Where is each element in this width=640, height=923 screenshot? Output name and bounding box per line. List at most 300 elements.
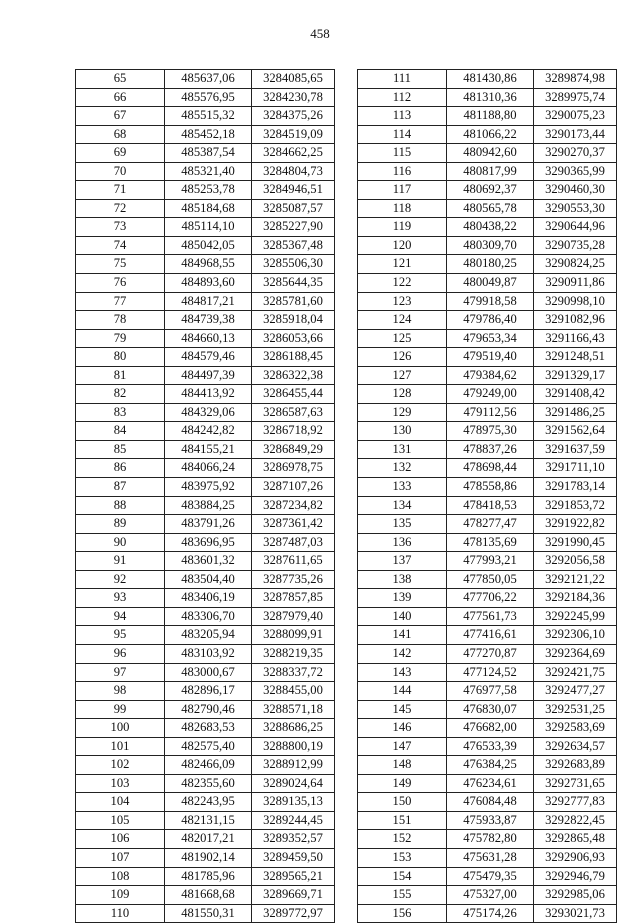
y-coordinate-cell: 3291408,42 xyxy=(534,385,617,404)
x-coordinate-cell: 477993,21 xyxy=(447,552,534,571)
x-coordinate-cell: 477270,87 xyxy=(447,644,534,663)
y-coordinate-cell: 3287979,40 xyxy=(252,607,335,626)
x-coordinate-cell: 483103,92 xyxy=(165,644,252,663)
y-coordinate-cell: 3292583,69 xyxy=(534,719,617,738)
y-coordinate-cell: 3291562,64 xyxy=(534,422,617,441)
x-coordinate-cell: 481310,36 xyxy=(447,88,534,107)
y-coordinate-cell: 3286053,66 xyxy=(252,329,335,348)
y-coordinate-cell: 3284519,09 xyxy=(252,125,335,144)
point-number-cell: 128 xyxy=(358,385,447,404)
table-row xyxy=(76,70,335,89)
x-coordinate-cell: 480942,60 xyxy=(447,144,534,163)
table-row xyxy=(76,274,335,293)
y-coordinate-cell: 3288099,91 xyxy=(252,626,335,645)
point-number-cell: 91 xyxy=(76,552,165,571)
table-row xyxy=(358,366,617,385)
y-coordinate-cell: 3289352,57 xyxy=(252,830,335,849)
coordinates-table-right xyxy=(357,69,617,923)
x-coordinate-cell: 476384,25 xyxy=(447,756,534,775)
point-number-cell: 68 xyxy=(76,125,165,144)
y-coordinate-cell: 3292946,79 xyxy=(534,867,617,886)
point-number-cell: 122 xyxy=(358,274,447,293)
table-row xyxy=(76,255,335,274)
table-row xyxy=(76,719,335,738)
point-number-cell: 156 xyxy=(358,904,447,923)
table-row xyxy=(76,478,335,497)
y-coordinate-cell: 3288912,99 xyxy=(252,756,335,775)
point-number-cell: 67 xyxy=(76,107,165,126)
point-number-cell: 120 xyxy=(358,236,447,255)
x-coordinate-cell: 485184,68 xyxy=(165,199,252,218)
x-coordinate-cell: 482131,15 xyxy=(165,811,252,830)
point-number-cell: 99 xyxy=(76,700,165,719)
x-coordinate-cell: 482355,60 xyxy=(165,774,252,793)
table-row xyxy=(76,107,335,126)
x-coordinate-cell: 477416,61 xyxy=(447,626,534,645)
y-coordinate-cell: 3284085,65 xyxy=(252,70,335,89)
x-coordinate-cell: 483601,32 xyxy=(165,552,252,571)
point-number-cell: 94 xyxy=(76,607,165,626)
y-coordinate-cell: 3284230,78 xyxy=(252,88,335,107)
x-coordinate-cell: 480309,70 xyxy=(447,236,534,255)
y-coordinate-cell: 3292822,45 xyxy=(534,811,617,830)
table-row xyxy=(76,904,335,923)
table-row xyxy=(358,403,617,422)
x-coordinate-cell: 484579,46 xyxy=(165,348,252,367)
y-coordinate-cell: 3286455,44 xyxy=(252,385,335,404)
x-coordinate-cell: 483884,25 xyxy=(165,496,252,515)
table-row xyxy=(358,292,617,311)
point-number-cell: 69 xyxy=(76,144,165,163)
x-coordinate-cell: 476084,48 xyxy=(447,793,534,812)
table-row xyxy=(76,570,335,589)
y-coordinate-cell: 3291990,45 xyxy=(534,533,617,552)
y-coordinate-cell: 3288337,72 xyxy=(252,663,335,682)
y-coordinate-cell: 3286188,45 xyxy=(252,348,335,367)
x-coordinate-cell: 480180,25 xyxy=(447,255,534,274)
x-coordinate-cell: 484660,13 xyxy=(165,329,252,348)
x-coordinate-cell: 480817,99 xyxy=(447,162,534,181)
y-coordinate-cell: 3289459,50 xyxy=(252,848,335,867)
table-row xyxy=(76,459,335,478)
table-row xyxy=(358,236,617,255)
table-row xyxy=(76,700,335,719)
point-number-cell: 152 xyxy=(358,830,447,849)
x-coordinate-cell: 485452,18 xyxy=(165,125,252,144)
point-number-cell: 151 xyxy=(358,811,447,830)
table-row xyxy=(76,162,335,181)
table-row xyxy=(358,552,617,571)
x-coordinate-cell: 481668,68 xyxy=(165,886,252,905)
y-coordinate-cell: 3289244,45 xyxy=(252,811,335,830)
table-row xyxy=(358,644,617,663)
y-coordinate-cell: 3286849,29 xyxy=(252,440,335,459)
y-coordinate-cell: 3292421,75 xyxy=(534,663,617,682)
y-coordinate-cell: 3292906,93 xyxy=(534,848,617,867)
x-coordinate-cell: 475782,80 xyxy=(447,830,534,849)
point-number-cell: 117 xyxy=(358,181,447,200)
table-row xyxy=(76,88,335,107)
table-row xyxy=(76,348,335,367)
point-number-cell: 95 xyxy=(76,626,165,645)
table-row xyxy=(358,125,617,144)
y-coordinate-cell: 3292865,48 xyxy=(534,830,617,849)
table-row xyxy=(76,440,335,459)
y-coordinate-cell: 3293021,73 xyxy=(534,904,617,923)
point-number-cell: 102 xyxy=(76,756,165,775)
table-row xyxy=(76,181,335,200)
point-number-cell: 81 xyxy=(76,366,165,385)
table-row xyxy=(358,793,617,812)
table-row xyxy=(76,682,335,701)
x-coordinate-cell: 475479,35 xyxy=(447,867,534,886)
point-number-cell: 109 xyxy=(76,886,165,905)
point-number-cell: 139 xyxy=(358,589,447,608)
point-number-cell: 126 xyxy=(358,348,447,367)
point-number-cell: 100 xyxy=(76,719,165,738)
point-number-cell: 79 xyxy=(76,329,165,348)
y-coordinate-cell: 3292056,58 xyxy=(534,552,617,571)
y-coordinate-cell: 3285644,35 xyxy=(252,274,335,293)
point-number-cell: 106 xyxy=(76,830,165,849)
point-number-cell: 90 xyxy=(76,533,165,552)
y-coordinate-cell: 3284946,51 xyxy=(252,181,335,200)
table-row xyxy=(358,329,617,348)
x-coordinate-cell: 483406,19 xyxy=(165,589,252,608)
point-number-cell: 140 xyxy=(358,607,447,626)
x-coordinate-cell: 476830,07 xyxy=(447,700,534,719)
point-number-cell: 137 xyxy=(358,552,447,571)
table-row xyxy=(76,644,335,663)
point-number-cell: 65 xyxy=(76,70,165,89)
y-coordinate-cell: 3290644,96 xyxy=(534,218,617,237)
table-row xyxy=(76,218,335,237)
point-number-cell: 136 xyxy=(358,533,447,552)
table-row xyxy=(358,311,617,330)
table-row xyxy=(358,570,617,589)
table-row xyxy=(358,459,617,478)
point-number-cell: 129 xyxy=(358,403,447,422)
point-number-cell: 127 xyxy=(358,366,447,385)
point-number-cell: 155 xyxy=(358,886,447,905)
table-row xyxy=(358,107,617,126)
x-coordinate-cell: 480692,37 xyxy=(447,181,534,200)
y-coordinate-cell: 3290824,25 xyxy=(534,255,617,274)
point-number-cell: 133 xyxy=(358,478,447,497)
table-row xyxy=(358,886,617,905)
y-coordinate-cell: 3290553,30 xyxy=(534,199,617,218)
point-number-cell: 121 xyxy=(358,255,447,274)
y-coordinate-cell: 3292683,89 xyxy=(534,756,617,775)
table-row xyxy=(76,626,335,645)
x-coordinate-cell: 483306,70 xyxy=(165,607,252,626)
point-number-cell: 123 xyxy=(358,292,447,311)
point-number-cell: 148 xyxy=(358,756,447,775)
point-number-cell: 125 xyxy=(358,329,447,348)
y-coordinate-cell: 3287234,82 xyxy=(252,496,335,515)
table-row xyxy=(76,236,335,255)
point-number-cell: 143 xyxy=(358,663,447,682)
table-row xyxy=(358,848,617,867)
y-coordinate-cell: 3292364,69 xyxy=(534,644,617,663)
x-coordinate-cell: 485114,10 xyxy=(165,218,252,237)
point-number-cell: 132 xyxy=(358,459,447,478)
y-coordinate-cell: 3292634,57 xyxy=(534,737,617,756)
y-coordinate-cell: 3288571,18 xyxy=(252,700,335,719)
table-row xyxy=(358,515,617,534)
x-coordinate-cell: 483975,92 xyxy=(165,478,252,497)
y-coordinate-cell: 3287611,65 xyxy=(252,552,335,571)
x-coordinate-cell: 481902,14 xyxy=(165,848,252,867)
table-row xyxy=(358,144,617,163)
y-coordinate-cell: 3290735,28 xyxy=(534,236,617,255)
x-coordinate-cell: 481430,86 xyxy=(447,70,534,89)
y-coordinate-cell: 3286322,38 xyxy=(252,366,335,385)
point-number-cell: 96 xyxy=(76,644,165,663)
point-number-cell: 70 xyxy=(76,162,165,181)
y-coordinate-cell: 3291783,14 xyxy=(534,478,617,497)
point-number-cell: 98 xyxy=(76,682,165,701)
table-row xyxy=(76,848,335,867)
table-row xyxy=(358,682,617,701)
table-row xyxy=(358,199,617,218)
y-coordinate-cell: 3289135,13 xyxy=(252,793,335,812)
x-coordinate-cell: 479918,58 xyxy=(447,292,534,311)
point-number-cell: 146 xyxy=(358,719,447,738)
point-number-cell: 76 xyxy=(76,274,165,293)
y-coordinate-cell: 3292477,27 xyxy=(534,682,617,701)
table-row xyxy=(358,533,617,552)
y-coordinate-cell: 3290365,99 xyxy=(534,162,617,181)
x-coordinate-cell: 484817,21 xyxy=(165,292,252,311)
table-row xyxy=(358,737,617,756)
table-row xyxy=(76,663,335,682)
x-coordinate-cell: 484413,92 xyxy=(165,385,252,404)
point-number-cell: 88 xyxy=(76,496,165,515)
table-row xyxy=(76,292,335,311)
point-number-cell: 85 xyxy=(76,440,165,459)
y-coordinate-cell: 3284804,73 xyxy=(252,162,335,181)
x-coordinate-cell: 475631,28 xyxy=(447,848,534,867)
y-coordinate-cell: 3291922,82 xyxy=(534,515,617,534)
point-number-cell: 113 xyxy=(358,107,447,126)
y-coordinate-cell: 3290460,30 xyxy=(534,181,617,200)
x-coordinate-cell: 479384,62 xyxy=(447,366,534,385)
point-number-cell: 141 xyxy=(358,626,447,645)
y-coordinate-cell: 3288219,35 xyxy=(252,644,335,663)
y-coordinate-cell: 3289874,98 xyxy=(534,70,617,89)
table-row xyxy=(76,403,335,422)
y-coordinate-cell: 3284375,26 xyxy=(252,107,335,126)
table-row xyxy=(358,218,617,237)
x-coordinate-cell: 484155,21 xyxy=(165,440,252,459)
table-row xyxy=(358,422,617,441)
x-coordinate-cell: 484968,55 xyxy=(165,255,252,274)
y-coordinate-cell: 3291486,25 xyxy=(534,403,617,422)
point-number-cell: 135 xyxy=(358,515,447,534)
point-number-cell: 104 xyxy=(76,793,165,812)
x-coordinate-cell: 481550,31 xyxy=(165,904,252,923)
table-row xyxy=(358,478,617,497)
point-number-cell: 138 xyxy=(358,570,447,589)
table-row xyxy=(358,867,617,886)
table-row xyxy=(76,774,335,793)
y-coordinate-cell: 3290270,37 xyxy=(534,144,617,163)
table-row xyxy=(358,904,617,923)
table-row xyxy=(358,385,617,404)
table-row xyxy=(358,607,617,626)
point-number-cell: 87 xyxy=(76,478,165,497)
x-coordinate-cell: 476977,58 xyxy=(447,682,534,701)
table-row xyxy=(76,793,335,812)
point-number-cell: 111 xyxy=(358,70,447,89)
x-coordinate-cell: 478698,44 xyxy=(447,459,534,478)
y-coordinate-cell: 3291711,10 xyxy=(534,459,617,478)
y-coordinate-cell: 3287361,42 xyxy=(252,515,335,534)
y-coordinate-cell: 3292531,25 xyxy=(534,700,617,719)
x-coordinate-cell: 479112,56 xyxy=(447,403,534,422)
y-coordinate-cell: 3284662,25 xyxy=(252,144,335,163)
y-coordinate-cell: 3289024,64 xyxy=(252,774,335,793)
table-row xyxy=(76,366,335,385)
x-coordinate-cell: 484739,38 xyxy=(165,311,252,330)
table-row xyxy=(358,719,617,738)
x-coordinate-cell: 475933,87 xyxy=(447,811,534,830)
table-row xyxy=(358,830,617,849)
x-coordinate-cell: 477124,52 xyxy=(447,663,534,682)
y-coordinate-cell: 3292306,10 xyxy=(534,626,617,645)
point-number-cell: 130 xyxy=(358,422,447,441)
x-coordinate-cell: 481188,80 xyxy=(447,107,534,126)
table-row xyxy=(76,496,335,515)
table-row xyxy=(358,774,617,793)
table-row xyxy=(358,88,617,107)
y-coordinate-cell: 3292184,36 xyxy=(534,589,617,608)
x-coordinate-cell: 478277,47 xyxy=(447,515,534,534)
x-coordinate-cell: 484242,82 xyxy=(165,422,252,441)
table-row xyxy=(358,348,617,367)
y-coordinate-cell: 3286587,63 xyxy=(252,403,335,422)
point-number-cell: 119 xyxy=(358,218,447,237)
table-row xyxy=(358,589,617,608)
point-number-cell: 131 xyxy=(358,440,447,459)
point-number-cell: 101 xyxy=(76,737,165,756)
table-row xyxy=(358,274,617,293)
y-coordinate-cell: 3289669,71 xyxy=(252,886,335,905)
x-coordinate-cell: 478975,30 xyxy=(447,422,534,441)
y-coordinate-cell: 3290075,23 xyxy=(534,107,617,126)
point-number-cell: 83 xyxy=(76,403,165,422)
table-row xyxy=(358,663,617,682)
x-coordinate-cell: 483205,94 xyxy=(165,626,252,645)
y-coordinate-cell: 3292121,22 xyxy=(534,570,617,589)
x-coordinate-cell: 476234,61 xyxy=(447,774,534,793)
y-coordinate-cell: 3288800,19 xyxy=(252,737,335,756)
y-coordinate-cell: 3288686,25 xyxy=(252,719,335,738)
point-number-cell: 154 xyxy=(358,867,447,886)
x-coordinate-cell: 482575,40 xyxy=(165,737,252,756)
x-coordinate-cell: 478418,53 xyxy=(447,496,534,515)
y-coordinate-cell: 3285918,04 xyxy=(252,311,335,330)
y-coordinate-cell: 3287735,26 xyxy=(252,570,335,589)
point-number-cell: 147 xyxy=(358,737,447,756)
table-row xyxy=(358,700,617,719)
point-number-cell: 108 xyxy=(76,867,165,886)
y-coordinate-cell: 3287487,03 xyxy=(252,533,335,552)
table-row xyxy=(76,552,335,571)
table-row xyxy=(358,255,617,274)
table-row xyxy=(358,181,617,200)
y-coordinate-cell: 3285781,60 xyxy=(252,292,335,311)
x-coordinate-cell: 480049,87 xyxy=(447,274,534,293)
point-number-cell: 153 xyxy=(358,848,447,867)
point-number-cell: 84 xyxy=(76,422,165,441)
table-row xyxy=(76,199,335,218)
y-coordinate-cell: 3291166,43 xyxy=(534,329,617,348)
x-coordinate-cell: 485515,32 xyxy=(165,107,252,126)
point-number-cell: 105 xyxy=(76,811,165,830)
x-coordinate-cell: 476533,39 xyxy=(447,737,534,756)
table-row xyxy=(358,811,617,830)
x-coordinate-cell: 481066,22 xyxy=(447,125,534,144)
point-number-cell: 71 xyxy=(76,181,165,200)
point-number-cell: 82 xyxy=(76,385,165,404)
x-coordinate-cell: 485387,54 xyxy=(165,144,252,163)
table-row xyxy=(358,440,617,459)
y-coordinate-cell: 3289565,21 xyxy=(252,867,335,886)
y-coordinate-cell: 3291637,59 xyxy=(534,440,617,459)
x-coordinate-cell: 482683,53 xyxy=(165,719,252,738)
y-coordinate-cell: 3285227,90 xyxy=(252,218,335,237)
y-coordinate-cell: 3292245,99 xyxy=(534,607,617,626)
x-coordinate-cell: 477850,05 xyxy=(447,570,534,589)
y-coordinate-cell: 3292777,83 xyxy=(534,793,617,812)
x-coordinate-cell: 484066,24 xyxy=(165,459,252,478)
x-coordinate-cell: 478135,69 xyxy=(447,533,534,552)
table-row xyxy=(76,144,335,163)
x-coordinate-cell: 477561,73 xyxy=(447,607,534,626)
y-coordinate-cell: 3290998,10 xyxy=(534,292,617,311)
coordinates-table-left xyxy=(75,69,335,923)
table-row xyxy=(358,756,617,775)
table-row xyxy=(76,385,335,404)
point-number-cell: 115 xyxy=(358,144,447,163)
point-number-cell: 112 xyxy=(358,88,447,107)
table-row xyxy=(76,886,335,905)
y-coordinate-cell: 3288455,00 xyxy=(252,682,335,701)
x-coordinate-cell: 479249,00 xyxy=(447,385,534,404)
y-coordinate-cell: 3291329,17 xyxy=(534,366,617,385)
x-coordinate-cell: 478837,26 xyxy=(447,440,534,459)
x-coordinate-cell: 477706,22 xyxy=(447,589,534,608)
point-number-cell: 75 xyxy=(76,255,165,274)
point-number-cell: 72 xyxy=(76,199,165,218)
x-coordinate-cell: 483791,26 xyxy=(165,515,252,534)
table-row xyxy=(76,589,335,608)
table-row xyxy=(76,867,335,886)
x-coordinate-cell: 483504,40 xyxy=(165,570,252,589)
point-number-cell: 124 xyxy=(358,311,447,330)
x-coordinate-cell: 485576,95 xyxy=(165,88,252,107)
y-coordinate-cell: 3285367,48 xyxy=(252,236,335,255)
point-number-cell: 77 xyxy=(76,292,165,311)
y-coordinate-cell: 3286718,92 xyxy=(252,422,335,441)
x-coordinate-cell: 478558,86 xyxy=(447,478,534,497)
point-number-cell: 149 xyxy=(358,774,447,793)
x-coordinate-cell: 479786,40 xyxy=(447,311,534,330)
coordinates-table-right-body xyxy=(358,70,617,923)
point-number-cell: 134 xyxy=(358,496,447,515)
